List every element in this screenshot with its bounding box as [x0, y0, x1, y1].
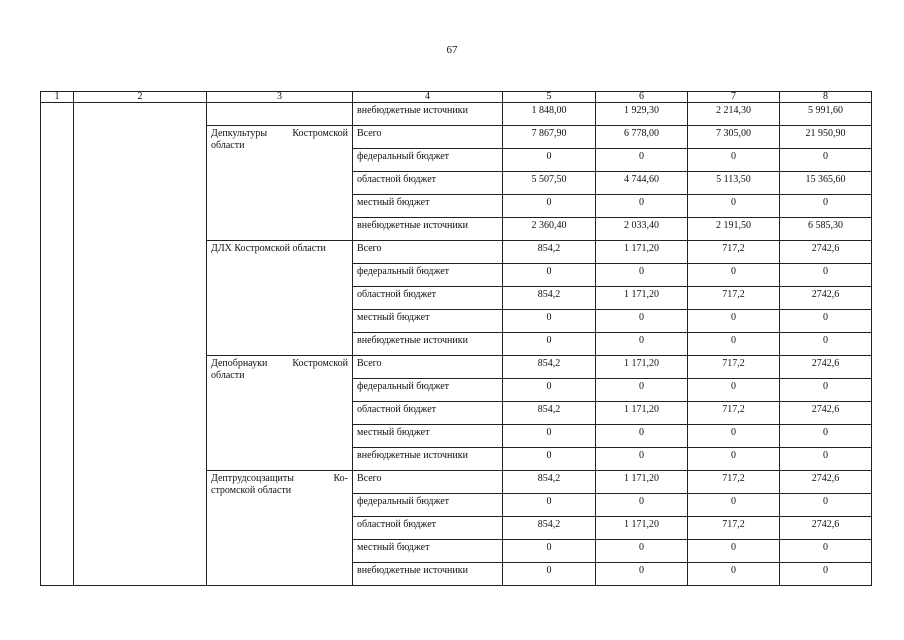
amount-cell: 854,2 — [503, 402, 596, 425]
amount-cell: 0 — [596, 448, 688, 471]
organization-cell: Депобрнауки Костромской области — [207, 356, 353, 471]
funding-source-cell: Всего — [353, 241, 503, 264]
amount-cell: 5 113,50 — [688, 172, 780, 195]
amount-cell: 0 — [780, 149, 872, 172]
amount-cell: 0 — [780, 379, 872, 402]
organization-cell: ДЛХ Костромской области — [207, 241, 353, 356]
amount-cell: 2742,6 — [780, 356, 872, 379]
amount-cell: 0 — [688, 310, 780, 333]
funding-source-cell: внебюджетные источники — [353, 333, 503, 356]
funding-source-cell: местный бюджет — [353, 425, 503, 448]
funding-source-cell: областной бюджет — [353, 172, 503, 195]
amount-cell: 1 171,20 — [596, 471, 688, 494]
amount-cell: 2742,6 — [780, 241, 872, 264]
amount-cell: 0 — [596, 540, 688, 563]
amount-cell: 2 214,30 — [688, 103, 780, 126]
amount-cell: 0 — [780, 264, 872, 287]
amount-cell: 1 929,30 — [596, 103, 688, 126]
amount-cell: 6 585,30 — [780, 218, 872, 241]
col1-cell — [41, 103, 74, 586]
organization-cell — [207, 103, 353, 126]
amount-cell: 5 991,60 — [780, 103, 872, 126]
organization-cell: Депкультуры Костромской области — [207, 126, 353, 241]
amount-cell: 0 — [596, 379, 688, 402]
funding-source-cell: Всего — [353, 471, 503, 494]
organization-cell: Дептрудсоцзащиты Ко-стромской области — [207, 471, 353, 586]
amount-cell: 1 171,20 — [596, 287, 688, 310]
column-header: 7 — [688, 92, 780, 103]
amount-cell: 0 — [780, 310, 872, 333]
amount-cell: 0 — [688, 448, 780, 471]
funding-source-cell: федеральный бюджет — [353, 494, 503, 517]
amount-cell: 2742,6 — [780, 471, 872, 494]
amount-cell: 854,2 — [503, 287, 596, 310]
amount-cell: 854,2 — [503, 471, 596, 494]
amount-cell: 7 305,00 — [688, 126, 780, 149]
amount-cell: 717,2 — [688, 287, 780, 310]
amount-cell: 0 — [688, 195, 780, 218]
amount-cell: 0 — [596, 425, 688, 448]
amount-cell: 0 — [503, 195, 596, 218]
amount-cell: 854,2 — [503, 356, 596, 379]
funding-source-cell: местный бюджет — [353, 540, 503, 563]
amount-cell: 0 — [780, 494, 872, 517]
amount-cell: 717,2 — [688, 402, 780, 425]
column-header: 8 — [780, 92, 872, 103]
table-body — [41, 103, 872, 586]
amount-cell: 0 — [596, 264, 688, 287]
amount-cell: 0 — [780, 333, 872, 356]
amount-cell: 0 — [688, 379, 780, 402]
funding-source-cell: внебюджетные источники — [353, 563, 503, 586]
amount-cell: 0 — [780, 563, 872, 586]
amount-cell: 0 — [596, 310, 688, 333]
amount-cell: 2 360,40 — [503, 218, 596, 241]
amount-cell: 0 — [596, 563, 688, 586]
column-header: 1 — [41, 92, 74, 103]
amount-cell: 0 — [688, 333, 780, 356]
table-row — [41, 103, 872, 126]
funding-source-cell: внебюджетные источники — [353, 103, 503, 126]
amount-cell: 0 — [503, 264, 596, 287]
amount-cell: 0 — [503, 425, 596, 448]
page-number: 67 — [446, 44, 458, 56]
funding-source-cell: Всего — [353, 126, 503, 149]
amount-cell: 0 — [596, 149, 688, 172]
amount-cell: 21 950,90 — [780, 126, 872, 149]
amount-cell: 15 365,60 — [780, 172, 872, 195]
amount-cell: 0 — [503, 494, 596, 517]
amount-cell: 2 033,40 — [596, 218, 688, 241]
funding-source-cell: Всего — [353, 356, 503, 379]
amount-cell: 0 — [688, 425, 780, 448]
amount-cell: 1 171,20 — [596, 356, 688, 379]
amount-cell: 1 848,00 — [503, 103, 596, 126]
funding-source-cell: местный бюджет — [353, 195, 503, 218]
column-header: 5 — [503, 92, 596, 103]
amount-cell: 0 — [688, 494, 780, 517]
amount-cell: 1 171,20 — [596, 402, 688, 425]
amount-cell: 2742,6 — [780, 402, 872, 425]
funding-source-cell: федеральный бюджет — [353, 264, 503, 287]
amount-cell: 717,2 — [688, 471, 780, 494]
column-header: 4 — [353, 92, 503, 103]
amount-cell: 0 — [596, 333, 688, 356]
amount-cell: 0 — [780, 425, 872, 448]
budget-table — [40, 91, 872, 586]
amount-cell: 0 — [503, 333, 596, 356]
column-header: 2 — [74, 92, 207, 103]
amount-cell: 2742,6 — [780, 517, 872, 540]
amount-cell: 854,2 — [503, 241, 596, 264]
funding-source-cell: внебюджетные источники — [353, 448, 503, 471]
amount-cell: 1 171,20 — [596, 241, 688, 264]
col2-cell — [74, 103, 207, 586]
amount-cell: 717,2 — [688, 517, 780, 540]
amount-cell: 0 — [503, 149, 596, 172]
column-number-row — [41, 92, 872, 103]
amount-cell: 0 — [780, 540, 872, 563]
funding-source-cell: федеральный бюджет — [353, 379, 503, 402]
funding-source-cell: федеральный бюджет — [353, 149, 503, 172]
funding-source-cell: местный бюджет — [353, 310, 503, 333]
amount-cell: 854,2 — [503, 517, 596, 540]
amount-cell: 1 171,20 — [596, 517, 688, 540]
funding-source-cell: областной бюджет — [353, 402, 503, 425]
amount-cell: 717,2 — [688, 241, 780, 264]
column-header: 3 — [207, 92, 353, 103]
amount-cell: 6 778,00 — [596, 126, 688, 149]
amount-cell: 5 507,50 — [503, 172, 596, 195]
funding-source-cell: областной бюджет — [353, 517, 503, 540]
amount-cell: 0 — [596, 494, 688, 517]
amount-cell: 0 — [503, 448, 596, 471]
amount-cell: 0 — [503, 379, 596, 402]
amount-cell: 2 191,50 — [688, 218, 780, 241]
amount-cell: 2742,6 — [780, 287, 872, 310]
funding-source-cell: областной бюджет — [353, 287, 503, 310]
amount-cell: 7 867,90 — [503, 126, 596, 149]
column-header: 6 — [596, 92, 688, 103]
amount-cell: 0 — [688, 540, 780, 563]
amount-cell: 717,2 — [688, 356, 780, 379]
amount-cell: 0 — [688, 264, 780, 287]
amount-cell: 0 — [596, 195, 688, 218]
amount-cell: 0 — [688, 563, 780, 586]
amount-cell: 4 744,60 — [596, 172, 688, 195]
funding-source-cell: внебюджетные источники — [353, 218, 503, 241]
amount-cell: 0 — [780, 448, 872, 471]
amount-cell: 0 — [503, 540, 596, 563]
amount-cell: 0 — [780, 195, 872, 218]
amount-cell: 0 — [688, 149, 780, 172]
amount-cell: 0 — [503, 563, 596, 586]
amount-cell: 0 — [503, 310, 596, 333]
